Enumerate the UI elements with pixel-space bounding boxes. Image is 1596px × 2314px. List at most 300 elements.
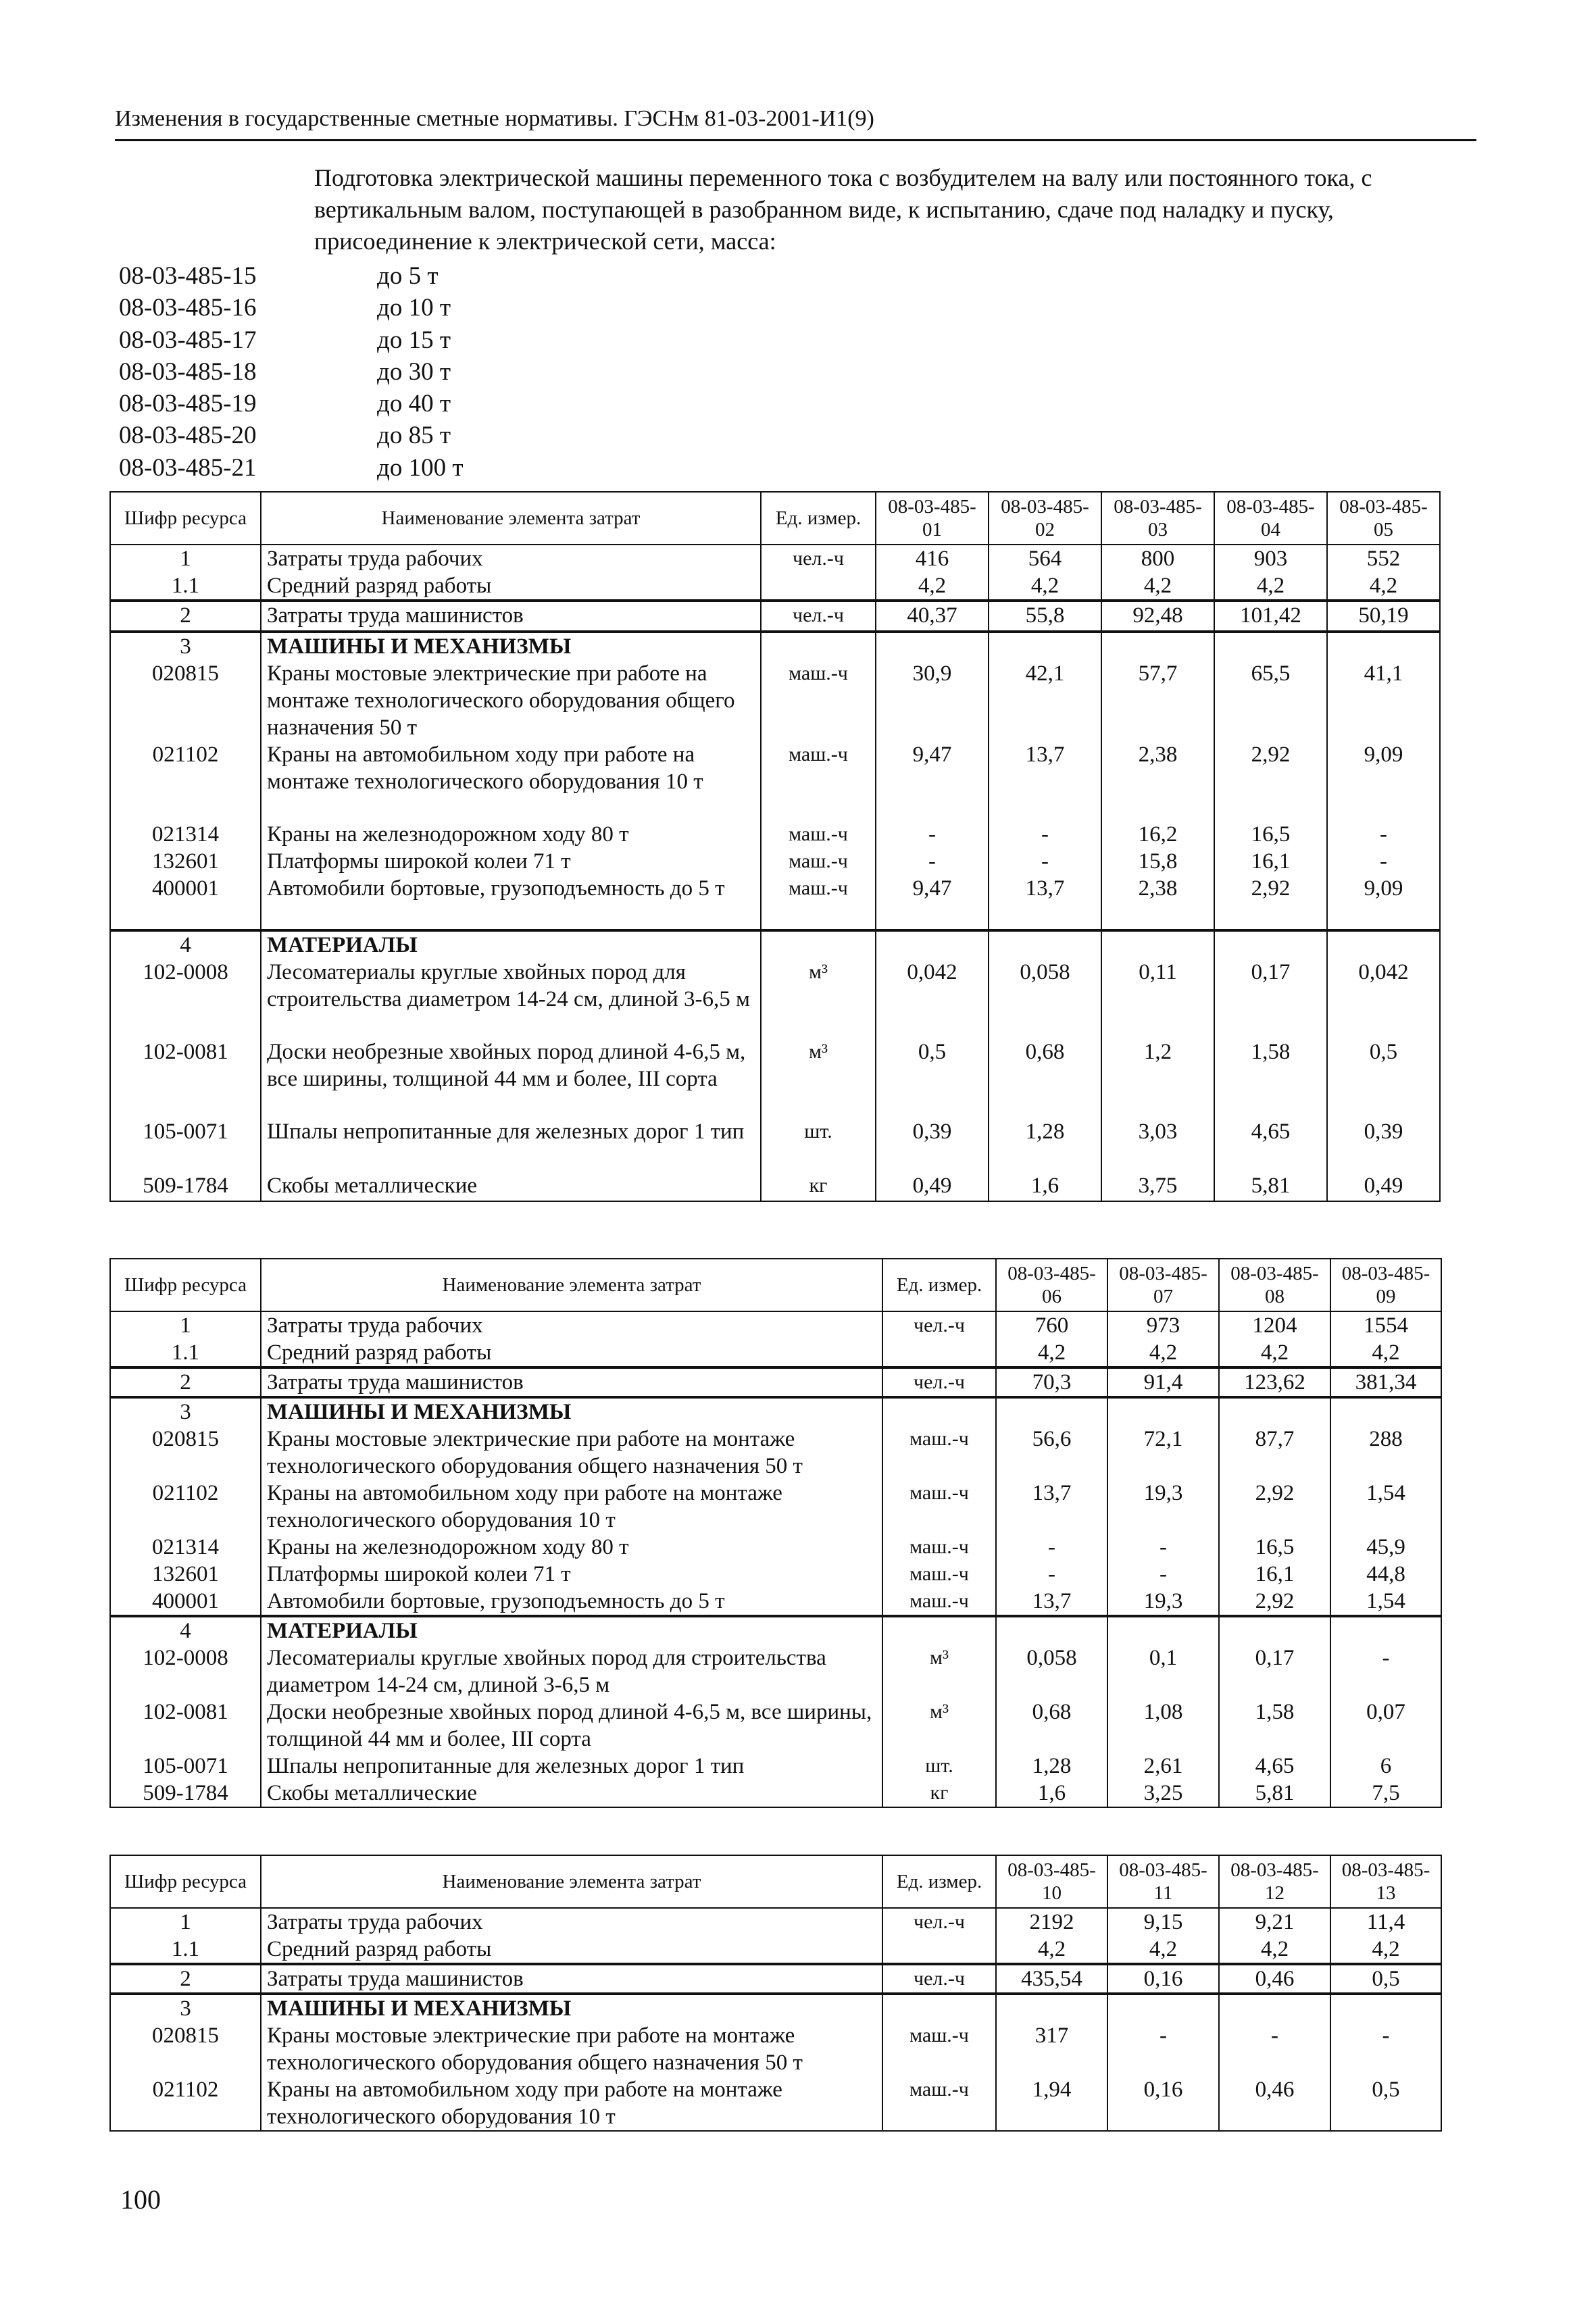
norm-code-list — [119, 260, 464, 484]
table-row — [110, 1311, 1441, 1339]
resource-table-1 — [109, 491, 1441, 1202]
header-norm: 08-03-485-13 — [1330, 1855, 1441, 1908]
resource-value: 1554 — [1330, 1311, 1441, 1339]
resource-value — [996, 1397, 1107, 1426]
table-row — [110, 1367, 1441, 1397]
table-row — [110, 1753, 1441, 1780]
norm-code: 08-03-485-19 — [119, 390, 257, 418]
resource-value: 101,42 — [1214, 601, 1327, 632]
resource-value: 0,16 — [1107, 2076, 1219, 2131]
table-row — [110, 930, 1440, 959]
resource-value: - — [1327, 848, 1440, 875]
resource-value: 3,03 — [1101, 1118, 1214, 1172]
header-name: Наименование элемента затрат — [261, 1855, 882, 1908]
resource-unit: маш.-ч — [761, 741, 876, 821]
resource-value — [1330, 1994, 1441, 2022]
table-row — [110, 848, 1440, 875]
resource-value: 2,92 — [1214, 875, 1327, 930]
section-title: МАШИНЫ И МЕХАНИЗМЫ — [261, 1994, 882, 2022]
resource-unit: маш.-ч — [882, 2022, 996, 2076]
header-norm: 08-03-485-09 — [1330, 1259, 1441, 1311]
resource-code: 021314 — [110, 1534, 261, 1561]
norm-mass: до 15 т — [377, 326, 451, 354]
table-row — [110, 821, 1440, 848]
resource-value: 4,2 — [996, 1936, 1107, 1964]
resource-name: Краны мостовые электрические при работе на монтаже технологического оборудования общего назначения 50 т — [261, 1426, 882, 1480]
header-norm: 08-03-485-01 — [876, 492, 989, 545]
resource-value: 16,1 — [1219, 1561, 1330, 1588]
resource-value: - — [1107, 1534, 1219, 1561]
resource-value: 42,1 — [989, 660, 1101, 741]
resource-value: 1,94 — [996, 2076, 1107, 2131]
header-unit: Ед. измер. — [882, 1855, 996, 1908]
resource-value: 16,5 — [1214, 821, 1327, 848]
resource-code: 020815 — [110, 1426, 261, 1480]
table-row — [110, 1616, 1441, 1644]
resource-name: Затраты труда рабочих — [261, 1908, 882, 1936]
section-title: МАТЕРИАЛЫ — [261, 1616, 882, 1644]
resource-value: 9,15 — [1107, 1908, 1219, 1936]
resource-unit: шт. — [761, 1118, 876, 1172]
resource-value: 0,46 — [1219, 1964, 1330, 1994]
resource-unit — [882, 1994, 996, 2022]
norm-mass: до 30 т — [377, 357, 451, 386]
resource-value: 41,1 — [1327, 660, 1440, 741]
resource-value — [989, 930, 1101, 959]
table-row — [110, 632, 1440, 660]
table-row — [110, 2076, 1441, 2131]
resource-unit: м³ — [761, 959, 876, 1038]
resource-value: - — [989, 821, 1101, 848]
resource-value: 2192 — [996, 1908, 1107, 1936]
resource-code: 132601 — [110, 848, 261, 875]
resource-unit — [882, 1397, 996, 1426]
resource-value: 0,058 — [996, 1644, 1107, 1699]
resource-unit: маш.-ч — [761, 660, 876, 741]
resource-unit — [761, 632, 876, 660]
resource-value: 0,49 — [1327, 1172, 1440, 1201]
resource-value: 564 — [989, 545, 1101, 572]
resource-value: 0,11 — [1101, 959, 1214, 1038]
resource-value: 800 — [1101, 545, 1214, 572]
table-row — [110, 741, 1440, 821]
resource-value: 123,62 — [1219, 1367, 1330, 1397]
resource-code: 102-0008 — [110, 959, 261, 1038]
table-row — [110, 875, 1440, 930]
header-unit: Ед. измер. — [882, 1259, 996, 1311]
table-row — [110, 1397, 1441, 1426]
resource-value: 9,47 — [876, 875, 989, 930]
resource-value: 4,2 — [1219, 1936, 1330, 1964]
resource-name: Краны на автомобильном ходу при работе на монтаже технологического оборудования 10 т — [261, 1480, 882, 1534]
resource-value: - — [1107, 2022, 1219, 2076]
resource-value: 4,2 — [1330, 1936, 1441, 1964]
header-name: Наименование элемента затрат — [261, 1259, 882, 1311]
resource-name: Затраты труда рабочих — [261, 545, 761, 572]
resource-name: Краны мостовые электрические при работе на монтаже технологического оборудования общего назначения 50 т — [261, 660, 761, 741]
norm-code: 08-03-485-18 — [119, 357, 257, 386]
table-row — [110, 1994, 1441, 2022]
norm-mass: до 5 т — [377, 262, 439, 290]
resource-value — [996, 1616, 1107, 1644]
resource-value: 416 — [876, 545, 989, 572]
resource-value: 3,25 — [1107, 1780, 1219, 1807]
resource-value: 16,1 — [1214, 848, 1327, 875]
resource-value: 1,6 — [989, 1172, 1101, 1201]
table-header-row — [110, 1259, 1441, 1311]
resource-unit — [882, 1936, 996, 1964]
header-norm: 08-03-485-07 — [1107, 1259, 1219, 1311]
resource-value: 4,2 — [1330, 1339, 1441, 1367]
resource-value: 0,5 — [876, 1038, 989, 1118]
norm-code: 08-03-485-16 — [119, 294, 257, 322]
resource-value: 0,68 — [989, 1038, 1101, 1118]
norm-code-item — [119, 388, 464, 420]
resource-value: - — [1327, 821, 1440, 848]
resource-value: 4,2 — [1101, 572, 1214, 601]
resource-unit: чел.-ч — [761, 545, 876, 572]
norm-mass: до 40 т — [377, 390, 451, 418]
resource-value: - — [989, 848, 1101, 875]
resource-code: 105-0071 — [110, 1753, 261, 1780]
table-header-row — [110, 492, 1440, 545]
resource-value: 5,81 — [1214, 1172, 1327, 1201]
resource-value — [876, 632, 989, 660]
table-row — [110, 1339, 1441, 1367]
resource-value: 0,68 — [996, 1699, 1107, 1753]
resource-value: 9,09 — [1327, 875, 1440, 930]
resource-name: Средний разряд работы — [261, 1936, 882, 1964]
resource-value: 91,4 — [1107, 1367, 1219, 1397]
resource-value: 2,92 — [1214, 741, 1327, 821]
resource-value — [1101, 632, 1214, 660]
resource-value — [1107, 1397, 1219, 1426]
table-row — [110, 959, 1440, 1038]
header-norm: 08-03-485-05 — [1327, 492, 1440, 545]
resource-value: 57,7 — [1101, 660, 1214, 741]
table-row — [110, 1780, 1441, 1807]
resource-table-2 — [109, 1258, 1442, 1808]
resource-value: 0,042 — [876, 959, 989, 1038]
resource-name: Затраты труда машинистов — [261, 1367, 882, 1397]
resource-value: 13,7 — [989, 875, 1101, 930]
resource-name: Средний разряд работы — [261, 1339, 882, 1367]
resource-unit: чел.-ч — [761, 601, 876, 632]
resource-value: 9,09 — [1327, 741, 1440, 821]
resource-value: 92,48 — [1101, 601, 1214, 632]
resource-code: 1.1 — [110, 1339, 261, 1367]
resource-value: - — [1330, 1644, 1441, 1699]
resource-value: 1204 — [1219, 1311, 1330, 1339]
resource-value: 1,2 — [1101, 1038, 1214, 1118]
header-norm: 08-03-485-08 — [1219, 1259, 1330, 1311]
resource-value: 1,28 — [996, 1753, 1107, 1780]
resource-value: 2,61 — [1107, 1753, 1219, 1780]
resource-unit: кг — [882, 1780, 996, 1807]
resource-value: 1,6 — [996, 1780, 1107, 1807]
header-code: Шифр ресурса — [110, 1855, 261, 1908]
resource-unit: м³ — [882, 1699, 996, 1753]
resource-value: 0,39 — [1327, 1118, 1440, 1172]
norm-mass: до 10 т — [377, 294, 451, 322]
resource-unit — [761, 572, 876, 601]
resource-value: 0,16 — [1107, 1964, 1219, 1994]
resource-value: 552 — [1327, 545, 1440, 572]
page-number: 100 — [120, 2184, 161, 2215]
resource-value: 9,21 — [1219, 1908, 1330, 1936]
resource-value: 7,5 — [1330, 1780, 1441, 1807]
resource-value: 4,2 — [996, 1339, 1107, 1367]
resource-value: 1,58 — [1214, 1038, 1327, 1118]
resource-value: 45,9 — [1330, 1534, 1441, 1561]
resource-value: 317 — [996, 2022, 1107, 2076]
resource-code: 3 — [110, 1994, 261, 2022]
resource-code: 020815 — [110, 660, 261, 741]
resource-value — [1214, 930, 1327, 959]
resource-value: 0,07 — [1330, 1699, 1441, 1753]
resource-value: 0,1 — [1107, 1644, 1219, 1699]
resource-name: Краны мостовые электрические при работе на монтаже технологического оборудования общего назначения 50 т — [261, 2022, 882, 2076]
resource-unit: маш.-ч — [882, 1561, 996, 1588]
resource-unit: маш.-ч — [882, 1480, 996, 1534]
norm-code: 08-03-485-21 — [119, 453, 257, 482]
resource-value: 44,8 — [1330, 1561, 1441, 1588]
resource-name: Затраты труда машинистов — [261, 1964, 882, 1994]
resource-code: 020815 — [110, 2022, 261, 2076]
section-intro: Подготовка электрической машины переменного тока с возбудителем на валу или постоянного тока, с вертикальным валом, поступающей в разобранном виде, к испытанию, сдаче под наладку и пуску, присоединение к электрической сети, масса: — [314, 164, 1372, 255]
table-row — [110, 1588, 1441, 1616]
resource-value: 13,7 — [996, 1588, 1107, 1616]
resource-value: 0,46 — [1219, 2076, 1330, 2131]
resource-value: 40,37 — [876, 601, 989, 632]
header-norm: 08-03-485-12 — [1219, 1855, 1330, 1908]
norm-code-item — [119, 420, 464, 451]
resource-name: Лесоматериалы круглые хвойных пород для строительства диаметром 14-24 см, длиной 3-6,5 м — [261, 1644, 882, 1699]
resource-code: 2 — [110, 1367, 261, 1397]
resource-name: Платформы широкой колеи 71 т — [261, 1561, 882, 1588]
resource-name: Платформы широкой колеи 71 т — [261, 848, 761, 875]
resource-value: 903 — [1214, 545, 1327, 572]
resource-value: 50,19 — [1327, 601, 1440, 632]
resource-value: 1,58 — [1219, 1699, 1330, 1753]
resource-value: 2,92 — [1219, 1480, 1330, 1534]
resource-name: Шпалы непропитанные для железных дорог 1 тип — [261, 1118, 761, 1172]
resource-code: 1 — [110, 1908, 261, 1936]
resource-unit: маш.-ч — [882, 1426, 996, 1480]
header-code: Шифр ресурса — [110, 492, 261, 545]
resource-value: 4,2 — [1327, 572, 1440, 601]
resource-value — [1327, 930, 1440, 959]
resource-code: 2 — [110, 1964, 261, 1994]
table-row — [110, 1172, 1440, 1201]
resource-code: 1 — [110, 1311, 261, 1339]
resource-value: 1,28 — [989, 1118, 1101, 1172]
section-title: МАШИНЫ И МЕХАНИЗМЫ — [261, 1397, 882, 1426]
section-title: МАШИНЫ И МЕХАНИЗМЫ — [261, 632, 761, 660]
resource-unit — [882, 1339, 996, 1367]
norm-code-item — [119, 260, 464, 292]
resource-value: 4,2 — [989, 572, 1101, 601]
resource-unit: чел.-ч — [882, 1311, 996, 1339]
resource-value: 70,3 — [996, 1367, 1107, 1397]
resource-value: 0,17 — [1219, 1644, 1330, 1699]
resource-value: 87,7 — [1219, 1426, 1330, 1480]
resource-code: 021102 — [110, 2076, 261, 2131]
resource-value — [876, 930, 989, 959]
resource-name: Скобы металлические — [261, 1172, 761, 1201]
section-title: МАТЕРИАЛЫ — [261, 930, 761, 959]
header-norm: 08-03-485-10 — [996, 1855, 1107, 1908]
resource-unit: маш.-ч — [761, 848, 876, 875]
table-row — [110, 1118, 1440, 1172]
resource-value: - — [1219, 2022, 1330, 2076]
header-norm: 08-03-485-06 — [996, 1259, 1107, 1311]
norm-code: 08-03-485-20 — [119, 422, 257, 450]
resource-unit: маш.-ч — [882, 2076, 996, 2131]
header-norm: 08-03-485-02 — [989, 492, 1101, 545]
table-row — [110, 660, 1440, 741]
table-row — [110, 1936, 1441, 1964]
resource-value: 30,9 — [876, 660, 989, 741]
resource-value: 19,3 — [1107, 1480, 1219, 1534]
resource-code: 509-1784 — [110, 1172, 261, 1201]
resource-value: 0,042 — [1327, 959, 1440, 1038]
table-row — [110, 1038, 1440, 1118]
resource-value: 2,38 — [1101, 875, 1214, 930]
resource-code: 2 — [110, 601, 261, 632]
resource-value — [1219, 1397, 1330, 1426]
norm-code-item — [119, 324, 464, 356]
resource-value — [1330, 1616, 1441, 1644]
resource-value: 0,39 — [876, 1118, 989, 1172]
resource-value: 1,08 — [1107, 1699, 1219, 1753]
norm-code: 08-03-485-15 — [119, 262, 257, 290]
resource-code: 021314 — [110, 821, 261, 848]
resource-unit: кг — [761, 1172, 876, 1201]
resource-value — [1219, 1994, 1330, 2022]
norm-code: 08-03-485-17 — [119, 326, 257, 354]
table-row — [110, 572, 1440, 601]
resource-code: 3 — [110, 632, 261, 660]
resource-name: Автомобили бортовые, грузоподъемность до 5 т — [261, 1588, 882, 1616]
resource-value: 1,54 — [1330, 1480, 1441, 1534]
resource-value: - — [996, 1534, 1107, 1561]
resource-name: Лесоматериалы круглые хвойных пород для строительства диаметром 14-24 см, длиной 3-6,5 м — [261, 959, 761, 1038]
resource-code: 102-0008 — [110, 1644, 261, 1699]
resource-name: Средний разряд работы — [261, 572, 761, 601]
norm-mass: до 100 т — [377, 453, 464, 482]
resource-unit: м³ — [882, 1644, 996, 1699]
resource-name: Краны на железнодорожном ходу 80 т — [261, 1534, 882, 1561]
resource-value: 0,17 — [1214, 959, 1327, 1038]
resource-unit: м³ — [761, 1038, 876, 1118]
resource-unit: шт. — [882, 1753, 996, 1780]
resource-value: 15,8 — [1101, 848, 1214, 875]
resource-value: 2,38 — [1101, 741, 1214, 821]
resource-unit — [882, 1616, 996, 1644]
resource-value: 0,5 — [1327, 1038, 1440, 1118]
resource-code: 400001 — [110, 1588, 261, 1616]
resource-unit: чел.-ч — [882, 1908, 996, 1936]
resource-code: 132601 — [110, 1561, 261, 1588]
resource-code: 1.1 — [110, 1936, 261, 1964]
resource-unit: чел.-ч — [882, 1964, 996, 1994]
resource-name: Доски необрезные хвойных пород длиной 4-6,5 м, все ширины, толщиной 44 мм и более, III сорта — [261, 1699, 882, 1753]
table-row — [110, 2022, 1441, 2076]
resource-unit: маш.-ч — [761, 821, 876, 848]
resource-value: 435,54 — [996, 1964, 1107, 1994]
resource-value: 0,058 — [989, 959, 1101, 1038]
table-row — [110, 1699, 1441, 1753]
resource-value — [1219, 1616, 1330, 1644]
resource-name: Краны на автомобильном ходу при работе на монтаже технологического оборудования 10 т — [261, 741, 761, 821]
resource-unit: маш.-ч — [761, 875, 876, 930]
norm-mass: до 85 т — [377, 422, 451, 450]
resource-name: Краны на автомобильном ходу при работе на монтаже технологического оборудования 10 т — [261, 2076, 882, 2131]
resource-code: 102-0081 — [110, 1038, 261, 1118]
resource-value: 4,2 — [876, 572, 989, 601]
resource-value: 13,7 — [989, 741, 1101, 821]
resource-value: - — [876, 848, 989, 875]
resource-name: Шпалы непропитанные для железных дорог 1 тип — [261, 1753, 882, 1780]
resource-name: Краны на железнодорожном ходу 80 т — [261, 821, 761, 848]
resource-value — [989, 632, 1101, 660]
resource-value: 56,6 — [996, 1426, 1107, 1480]
resource-value: 4,2 — [1107, 1339, 1219, 1367]
header-norm: 08-03-485-11 — [1107, 1855, 1219, 1908]
table-row — [110, 1644, 1441, 1699]
resource-value: 1,54 — [1330, 1588, 1441, 1616]
resource-unit: чел.-ч — [882, 1367, 996, 1397]
resource-unit — [761, 930, 876, 959]
resource-code: 021102 — [110, 1480, 261, 1534]
resource-value: 4,2 — [1107, 1936, 1219, 1964]
table-row — [110, 1534, 1441, 1561]
resource-value: 5,81 — [1219, 1780, 1330, 1807]
resource-name: Скобы металлические — [261, 1780, 882, 1807]
header-name: Наименование элемента затрат — [261, 492, 761, 545]
table-row — [110, 1908, 1441, 1936]
resource-unit: маш.-ч — [882, 1534, 996, 1561]
resource-value: 11,4 — [1330, 1908, 1441, 1936]
resource-code: 400001 — [110, 875, 261, 930]
resource-value: 0,5 — [1330, 1964, 1441, 1994]
header-code: Шифр ресурса — [110, 1259, 261, 1311]
table-row — [110, 1964, 1441, 1994]
table-header-row — [110, 1855, 1441, 1908]
resource-code: 1.1 — [110, 572, 261, 601]
resource-value — [1330, 1397, 1441, 1426]
resource-code: 102-0081 — [110, 1699, 261, 1753]
resource-value: 0,49 — [876, 1172, 989, 1201]
resource-table-3 — [109, 1855, 1442, 2132]
resource-value: 3,75 — [1101, 1172, 1214, 1201]
norm-code-item — [119, 356, 464, 388]
resource-value: 65,5 — [1214, 660, 1327, 741]
header-unit: Ед. измер. — [761, 492, 876, 545]
resource-name: Автомобили бортовые, грузоподъемность до 5 т — [261, 875, 761, 930]
resource-value: 4,2 — [1219, 1339, 1330, 1367]
resource-value — [1107, 1616, 1219, 1644]
resource-value: 4,2 — [1214, 572, 1327, 601]
resource-value: 973 — [1107, 1311, 1219, 1339]
resource-value: 55,8 — [989, 601, 1101, 632]
resource-value: 0,5 — [1330, 2076, 1441, 2131]
norm-code-item — [119, 292, 464, 324]
resource-value: 760 — [996, 1311, 1107, 1339]
resource-value: 13,7 — [996, 1480, 1107, 1534]
resource-value: 288 — [1330, 1426, 1441, 1480]
